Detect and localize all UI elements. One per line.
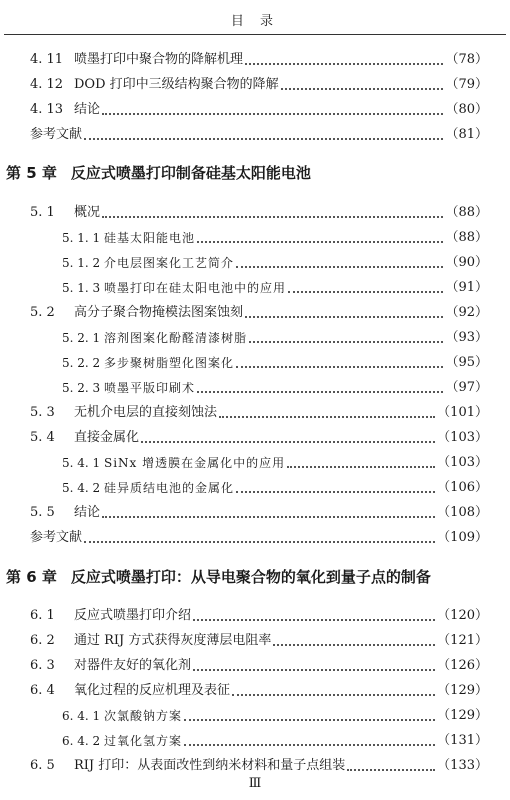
entry-number: 5. 2. 2 [62,356,101,370]
leader-dots [184,718,435,721]
chapter-title: 反应式喷墨打印：从导电聚合物的氧化到量子点的制备 [70,568,431,586]
leader-dots [84,540,435,543]
entry-page: （90） [445,255,488,270]
leader-dots [184,743,435,746]
entry-number: 5. 2. 3 [62,381,101,395]
entry-page: （80） [445,102,488,117]
entry-number: 6. 4. 2 [62,734,101,748]
entry-page: （121） [437,633,488,648]
chapter-heading [6,566,431,587]
entry-title: DOD 打印中三级结构聚合物的降解 [74,77,279,92]
toc-subentry [0,322,510,346]
entry-page: （131） [437,733,488,748]
toc-entry [0,297,510,321]
entry-page: （129） [437,708,488,723]
entry-title: 喷墨平版印刷术 [104,381,196,395]
toc-subentry [0,725,510,749]
leader-dots [288,290,443,293]
entry-title: 结论 [74,505,101,520]
entry-number: 6. 5 [30,758,55,773]
entry-number: 5. 1. 1 [62,231,101,245]
entry-page: （106） [437,480,488,495]
entry-title: 通过 RIJ 方式获得灰度薄层电阻率 [74,633,272,648]
entry-number: 6. 2 [30,633,55,648]
toc-entry [0,197,510,221]
entry-title: 直接金属化 [74,430,140,445]
entry-number: 5. 4. 1 [62,456,101,470]
leader-dots [249,340,443,343]
entry-page: （103） [437,430,488,445]
leader-dots [232,693,435,696]
leader-dots [193,618,435,621]
entry-title: 概况 [74,205,101,220]
entry-title: 喷墨打印在硅太阳电池中的应用 [104,281,287,295]
entry-title: 介电层图案化工艺简介 [104,256,235,270]
entry-number: 5. 3 [30,405,55,420]
entry-page: （95） [445,355,488,370]
entry-title: 溶剂图案化酚醛清漆树脂 [104,331,248,345]
entry-page: （92） [445,305,488,320]
entry-page: （91） [445,280,488,295]
leader-dots [141,440,435,443]
entry-page: （109） [437,530,488,545]
entry-title: 过氧化氢方案 [104,734,183,748]
toc-entry [0,625,510,649]
toc-entry [0,44,510,68]
entry-title: 结论 [74,102,101,117]
chapter-title: 反应式喷墨打印制备硅基太阳能电池 [70,164,311,182]
leader-dots [102,515,435,518]
entry-title: 高分子聚合物掩模法图案蚀刻 [74,305,244,320]
toc-entry [0,497,510,521]
toc-entry [0,650,510,674]
leader-dots [236,265,443,268]
leader-dots [236,365,443,368]
toc-subentry [0,247,510,271]
entry-number: 5. 1 [30,205,55,220]
entry-title: SiNx 增透膜在金属化中的应用 [104,456,286,470]
entry-title: 喷墨打印中聚合物的降解机理 [74,52,244,67]
entry-page: （108） [437,505,488,520]
leader-dots [236,490,435,493]
toc-subentry [0,447,510,471]
toc-subentry [0,472,510,496]
leader-dots [347,768,435,771]
toc-entry [0,600,510,624]
toc-entry [0,397,510,421]
entry-page: （129） [437,683,488,698]
leader-dots [197,390,443,393]
toc-entry [0,675,510,699]
entry-page: （101） [437,405,488,420]
entry-title: RIJ 打印：从表面改性到纳米材料和量子点组装 [74,758,346,773]
entry-title: 无机介电层的直接刻蚀法 [74,405,218,420]
toc-subentry [0,222,510,246]
chapter-number: 第 6 章 [6,568,57,586]
entry-number: 6. 3 [30,658,55,673]
entry-number: 5. 1. 2 [62,256,101,270]
toc-subentry [0,372,510,396]
entry-number: 5. 5 [30,505,55,520]
entry-page: （78） [445,52,488,67]
entry-page: （88） [445,230,488,245]
leader-dots [273,643,435,646]
entry-number: 5. 2 [30,305,55,320]
entry-number: 5. 4. 2 [62,481,101,495]
toc-subentry [0,272,510,296]
header-rule [4,34,506,35]
entry-title: 参考文献 [30,530,83,545]
toc-entry-references [0,522,510,546]
leader-dots [102,215,443,218]
leader-dots [245,315,443,318]
entry-title: 次氯酸钠方案 [104,709,183,723]
toc-entry-references [0,119,510,143]
entry-title: 硅异质结电池的金属化 [104,481,235,495]
toc-entry [0,750,510,774]
entry-page: （88） [445,205,488,220]
entry-number: 4. 11 [30,52,64,67]
leader-dots [281,87,444,90]
toc-entry [0,422,510,446]
entry-page: （81） [445,127,488,142]
entry-page: （93） [445,330,488,345]
entry-page: （126） [437,658,488,673]
entry-title: 氧化过程的反应机理及表征 [74,683,231,698]
toc-subentry [0,347,510,371]
entry-page: （79） [445,77,488,92]
entry-number: 4. 12 [30,77,64,92]
entry-number: 5. 2. 1 [62,331,101,345]
entry-page: （133） [437,758,488,773]
leader-dots [219,415,435,418]
entry-title: 参考文献 [30,127,83,142]
toc-entry [0,94,510,118]
leader-dots [245,62,443,65]
entry-number: 6. 4. 1 [62,709,101,723]
entry-number: 4. 13 [30,102,64,117]
chapter-heading [6,162,311,183]
entry-number: 5. 1. 3 [62,281,101,295]
entry-number: 5. 4 [30,430,55,445]
entry-page: （120） [437,608,488,623]
leader-dots [84,137,443,140]
entry-title: 多步聚树脂塑化图案化 [104,356,235,370]
leader-dots [287,465,435,468]
page-number: Ⅲ [248,776,262,791]
chapter-number: 第 5 章 [6,164,57,182]
entry-title: 对器件友好的氧化剂 [74,658,192,673]
leader-dots [193,668,435,671]
toc-subentry [0,700,510,724]
entry-number: 6. 1 [30,608,55,623]
entry-page: （97） [445,380,488,395]
entry-number: 6. 4 [30,683,55,698]
entry-title: 硅基太阳能电池 [104,231,196,245]
toc-entry [0,69,510,93]
entry-page: （103） [437,455,488,470]
running-header: 目 录 [230,14,280,29]
leader-dots [102,112,443,115]
entry-title: 反应式喷墨打印介绍 [74,608,192,623]
leader-dots [197,240,443,243]
